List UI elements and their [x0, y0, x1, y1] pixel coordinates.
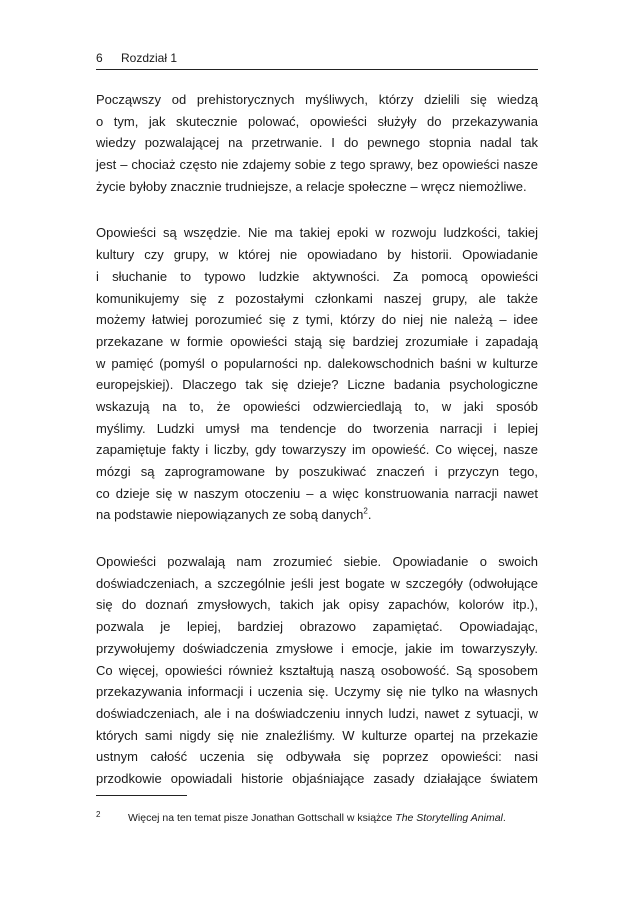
text-line: i słuchanie to typowo ludzkie aktywności. Za pomocą opowieści — [96, 268, 538, 284]
text-line: jest – chociaż często nie zdajemy sobie z tego sprawy, bez opowieści nasze — [96, 157, 538, 173]
end-punctuation: . — [367, 507, 372, 523]
text-line: ustnym całość uczenia się odbywała się poprzez opowieści: nasi — [96, 749, 538, 765]
paragraph-2 — [96, 222, 538, 526]
text-line: przodkowie opowiadali historie objaśniające zasady działające światem — [96, 770, 538, 786]
text-line: których sami nigdy się nie znaleźliśmy. W kulturze opartej na przekazie — [96, 727, 538, 743]
text-line: kultury czy grupy, w której nie opowiadano by historii. Opowiadanie — [96, 247, 538, 263]
text-line-content: na podstawie niepowiązanych ze sobą danych — [96, 507, 364, 523]
book-title: The Storytelling Animal — [395, 812, 503, 824]
text-line: przywołujemy doświadczenia zmysłowe i emocje, jakie im towarzyszyły. — [96, 640, 538, 656]
text-line: się do doznań zmysłowych, takich jak opisy zapachów, kolorów itp.), — [96, 597, 538, 613]
text-line: mózgi są zaprogramowane by poszukiwać znaczeń i przyczyn tego, — [96, 464, 538, 479]
body-text — [96, 89, 538, 815]
text-line: komunikujemy się z pozostałymi członkami naszej grupy, ale także — [96, 290, 538, 306]
text-line: o tym, jak skutecznie polować, opowieści służyły do przekazywania — [96, 113, 538, 129]
text-line: życie byłoby znacznie trudniejsze, a relacje społeczne – wręcz niemożliwe. — [96, 178, 527, 194]
footnote-divider — [96, 795, 187, 796]
footnote-mark: 2 — [96, 810, 101, 819]
text-line: wskazują na to, że opowieści odzwierciedlają to, w jaki sposób — [96, 398, 538, 414]
text-line: pozwala je lepiej, bardziej obrazowo zapamiętać. Opowiadając, — [96, 619, 538, 635]
text-line: europejskiej). Dlaczego tak się dzieje? Liczne badania psychologiczne — [96, 377, 538, 393]
text-line: Co więcej, opowieści również kształtują naszą osobowość. Są sposobem — [96, 662, 538, 678]
text-line: przekazywania informacji i uczenia się. Uczymy się nie tylko na własnych — [96, 684, 538, 700]
chapter-title: Rozdział 1 — [121, 51, 178, 65]
text-line: wiedzy pozwalającej na przetrwanie. I do pewnego stopnia nadal tak — [96, 135, 538, 151]
text-line: doświadczeniach, a szczególnie jeśli jest bogate w szczegóły (odwołujące — [96, 575, 538, 591]
text-line: w pamięć (pomyśl o popularności np. dalekowschodnich baśni w kulturze — [96, 355, 538, 371]
paragraph-3 — [96, 551, 538, 790]
text-line-last — [96, 504, 538, 526]
text-line: Począwszy od prehistorycznych myśliwych, którzy dzielili się wiedzą — [96, 92, 538, 107]
footnote-reference[interactable]: 2 — [363, 507, 368, 517]
paragraph-1 — [96, 89, 538, 197]
footnote-text — [128, 811, 506, 825]
page-number: 6 — [96, 51, 103, 65]
running-header — [96, 51, 538, 70]
footnote-text-before: Więcej na ten temat pisze Jonathan Gottschall w książce — [128, 812, 396, 824]
text-line: przekazane w formie opowieści stają się bardziej zrozumiałe i zapadają — [96, 333, 538, 349]
text-line: co dzieje się w naszym otoczeniu – a więc konstruowania narracji nawet — [96, 485, 538, 501]
text-line: zapamiętuje fakty i liczby, gdy towarzyszy im opowieść. Co więcej, nasze — [96, 442, 538, 458]
footnote-text-after: . — [502, 812, 506, 824]
text-line: możemy łatwiej porozumieć się z tymi, którzy do niej nie należą – idee — [96, 312, 538, 328]
text-line: Opowieści pozwalają nam zrozumieć siebie. Opowiadanie o swoich — [96, 554, 538, 570]
text-line: Opowieści są wszędzie. Nie ma takiej epoki w rozwoju ludzkości, takiej — [96, 225, 538, 241]
text-line: doświadczeniach, ale i na doświadczeniu innych ludzi, nawet z sytuacji, w — [96, 705, 538, 721]
text-line: myślimy. Ludzki umysł ma tendencje do tworzenia narracji i lepiej — [96, 420, 538, 436]
